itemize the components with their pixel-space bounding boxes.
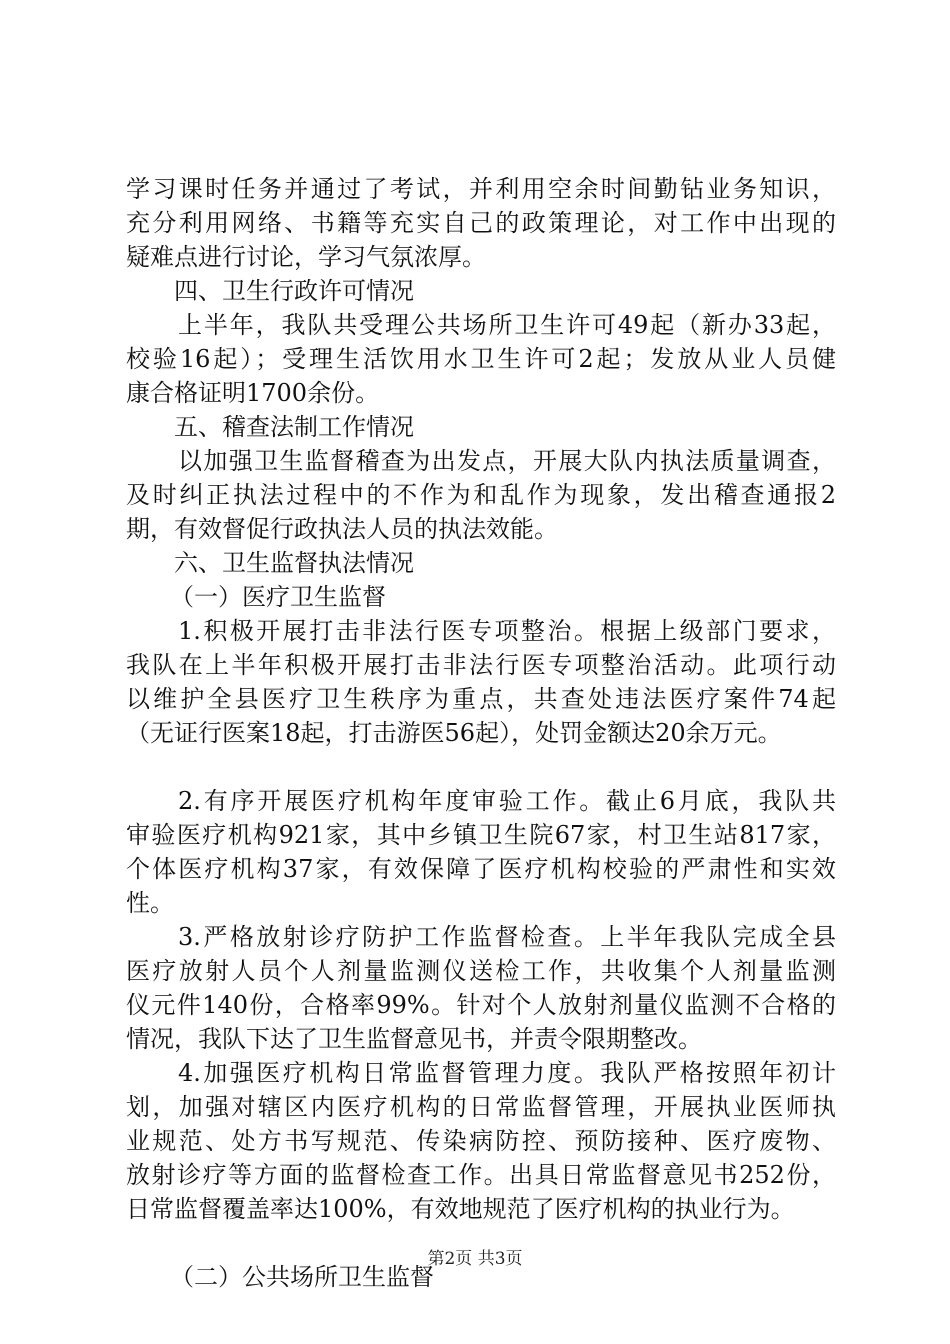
paragraph-item-2 (126, 784, 836, 920)
text-line: 以维护全县医疗卫生秩序为重点，共查处违法医疗案件74起 (126, 685, 836, 713)
text-line: 性。 (126, 889, 174, 917)
paragraph-audit (126, 444, 836, 546)
text-line: 学习课时任务并通过了考试，并利用空余时间勤钻业务知识， (126, 175, 836, 203)
subsection-heading-public-places: （二）公共场所卫生监督 (170, 1263, 434, 1291)
paragraph-study (126, 172, 836, 274)
paragraph-license (126, 308, 836, 410)
text-line: 个体医疗机构37家，有效保障了医疗机构校验的严肃性和实效 (126, 855, 836, 883)
text-line: 1.积极开展打击非法行医专项整治。根据上级部门要求， (178, 617, 836, 645)
section-heading-4: 四、卫生行政许可情况 (174, 277, 414, 305)
text-line: 疑难点进行讨论，学习气氛浓厚。 (126, 243, 486, 271)
text-line: 情况，我队下达了卫生监督意见书，并责令限期整改。 (126, 1025, 702, 1053)
text-line: 上半年，我队共受理公共场所卫生许可49起（新办33起， (178, 311, 836, 339)
text-line: 业规范、处方书写规范、传染病防控、预防接种、医疗废物、 (126, 1127, 836, 1155)
text-line: 仪元件140份，合格率99%。针对个人放射剂量仪监测不合格的 (126, 991, 836, 1019)
text-line: 及时纠正执法过程中的不作为和乱作为现象，发出稽查通报2 (126, 481, 836, 509)
paragraph-item-4 (126, 1056, 836, 1226)
text-line: 日常监督覆盖率达100%，有效地规范了医疗机构的执业行为。 (126, 1195, 795, 1223)
paragraph-item-3 (126, 920, 836, 1056)
text-line: 医疗放射人员个人剂量监测仪送检工作，共收集个人剂量监测 (126, 957, 836, 985)
page-footer: 第2页 共3页 (427, 1249, 523, 1269)
text-line: 充分利用网络、书籍等充实自己的政策理论，对工作中出现的 (126, 209, 836, 237)
text-line: 我队在上半年积极开展打击非法行医专项整治活动。此项行动 (126, 651, 836, 679)
text-line: （无证行医案18起，打击游医56起），处罚金额达20余万元。 (126, 719, 782, 747)
text-line: 期，有效督促行政执法人员的执法效能。 (126, 515, 558, 543)
section-heading-5: 五、稽查法制工作情况 (174, 413, 414, 441)
text-line: 放射诊疗等方面的监督检查工作。出具日常监督意见书252份， (126, 1161, 836, 1189)
text-line: 4.加强医疗机构日常监督管理力度。我队严格按照年初计 (178, 1059, 836, 1087)
paragraph-gap (126, 750, 836, 784)
document-body (126, 172, 836, 1294)
subsection-heading-medical: （一）医疗卫生监督 (170, 583, 386, 611)
text-line: 校验16起）；受理生活饮用水卫生许可2起；发放从业人员健 (126, 345, 836, 373)
text-line: 康合格证明1700余份。 (126, 379, 380, 407)
section-heading-6: 六、卫生监督执法情况 (174, 549, 414, 577)
text-line: 以加强卫生监督稽查为出发点，开展大队内执法质量调查， (178, 447, 836, 475)
paragraph-item-1 (126, 614, 836, 750)
text-line: 审验医疗机构921家，其中乡镇卫生院67家，村卫生站817家， (126, 821, 836, 849)
text-line: 3.严格放射诊疗防护工作监督检查。上半年我队完成全县 (178, 923, 836, 951)
text-line: 划，加强对辖区内医疗机构的日常监督管理，开展执业医师执 (126, 1093, 836, 1121)
text-line: 2.有序开展医疗机构年度审验工作。截止6月底，我队共 (178, 787, 836, 815)
